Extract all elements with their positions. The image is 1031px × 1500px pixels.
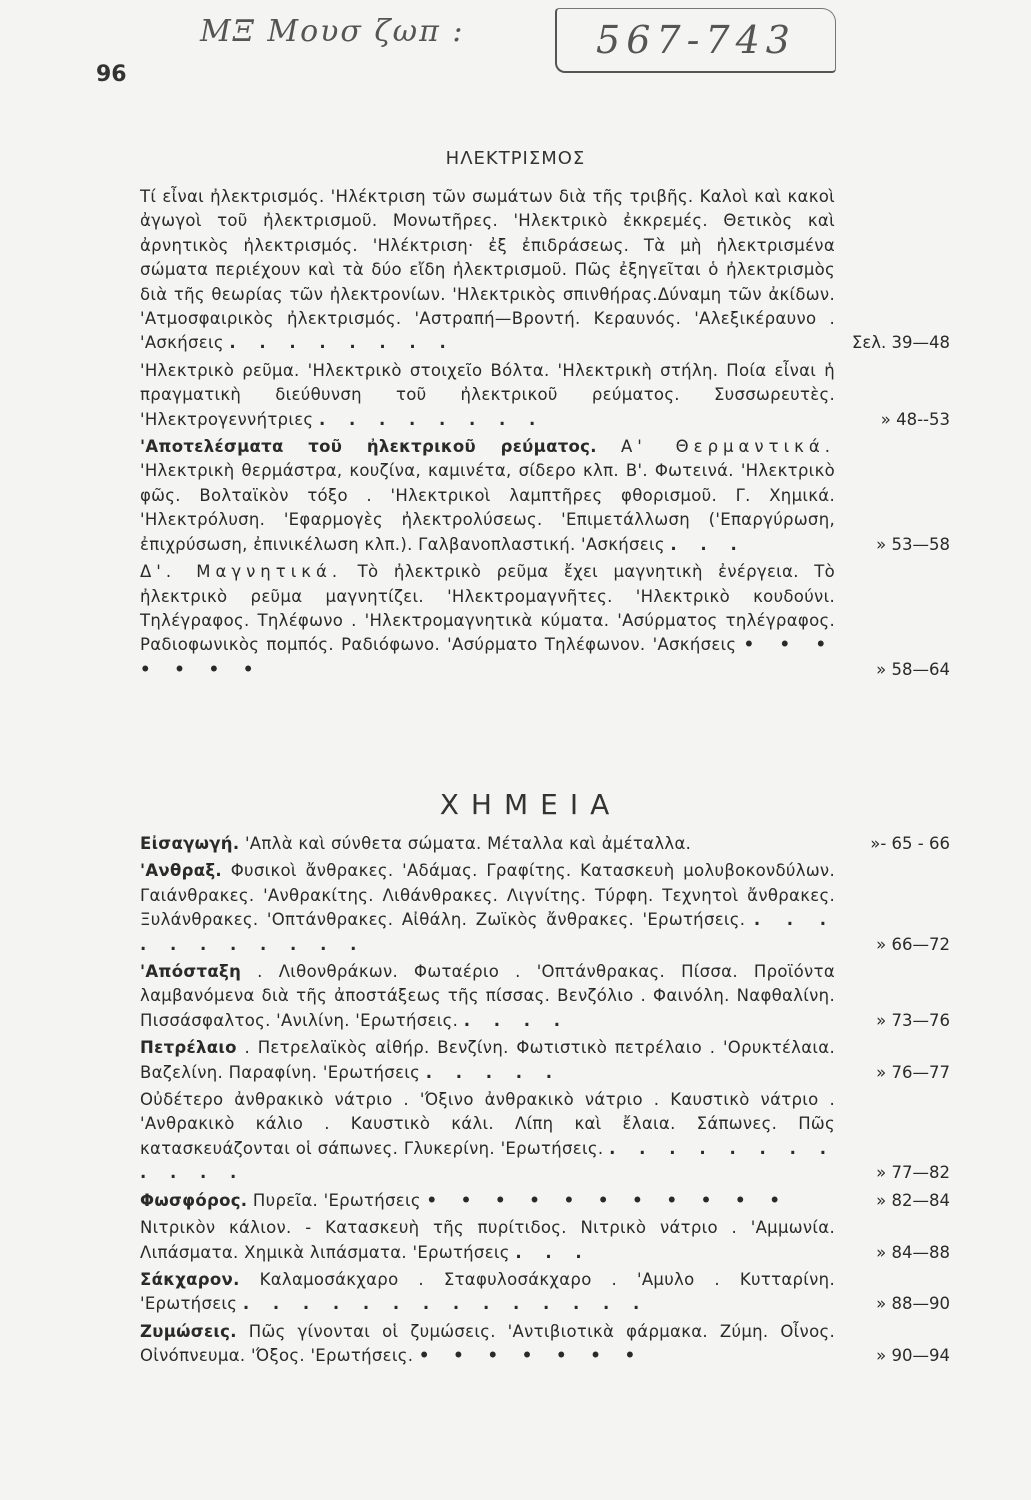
entry-text: Ζυμώσεις. Πῶς γίνονται οἱ ζυμώσεις. 'Αντιβιοτικὰ φάρμακα. Ζύμη. Οἶνος. Οἰνόπνευμα. 'Όξος. 'Ερωτήσεις. • • • • • • • [140, 1321, 835, 1366]
electricity-contents [140, 185, 950, 685]
entry-heading: 'Αποτελέσματα τοῦ ἠλεκτρικοῦ ρεύματος. [140, 437, 597, 457]
toc-entry [140, 832, 950, 856]
toc-entry [140, 1268, 950, 1317]
toc-entry [140, 859, 950, 957]
entry-text: Πετρέλαιο . Πετρελαϊκὸς αἰθήρ. Βενζίνη. Φωτιστικὸ πετρέλαιο . 'Ορυκτέλαια. Βαζελίνη. Παραφίνη. 'Ερωτήσεις . . . . . [140, 1038, 836, 1082]
dot-leader: . . . . . [425, 1062, 562, 1082]
toc-entry [140, 1088, 950, 1186]
section-title-electricity: ΗΛΕΚΤΡΙΣΜΟΣ [445, 148, 586, 169]
dot-leader: . . . [515, 1242, 591, 1262]
page-number: 96 [96, 62, 127, 87]
dot-leader: . . . . . . . . [229, 333, 455, 353]
page-range: » 84—88 [876, 1242, 950, 1262]
page-range: » 90—94 [876, 1346, 950, 1366]
entry-heading: Φωσφόρος. [140, 1190, 248, 1210]
reference-number-box: 567-743 [555, 8, 836, 73]
entry-text: Εἰσαγωγή. 'Απλὰ καὶ σύνθετα σώματα. Μέταλλα καὶ ἀμέταλλα. [140, 834, 692, 853]
entry-text: Σάκχαρον. Καλαμοσάκχαρο . Σταφυλοσάκχαρο . 'Αμυλο . Κυτταρίνη. 'Ερωτήσεις . . . . . . . . . . . . . . [140, 1269, 835, 1314]
dot-leader: . . . [670, 534, 746, 554]
page-range: Σελ. 39—48 [851, 333, 950, 353]
toc-entry [140, 1320, 950, 1369]
dot-leader: . . . . . . . . [318, 409, 545, 429]
toc-entry [140, 560, 950, 682]
toc-entry [140, 185, 950, 356]
entry-text: Οὐδέτερο ἀνθρακικὸ νάτριο . 'Όξινο ἀνθρακικὸ νάτριο . Καυστικὸ νάτριο . 'Ανθρακικὸ κάλιο . Καυστικὸ κάλι. Λίπη καὶ ἔλαια. Σάπωνες. Πῶς κατασκευάζονται οἱ σάπωνες. Γλυκερίνη. 'Ερωτήσεις. . . . . . . . . . . . . [140, 1090, 836, 1183]
entry-text: 'Ηλεκτρικὸ ρεῦμα. 'Ηλεκτρικὸ στοιχεῖο Βόλτα. 'Ηλεκτρικὴ στήλη. Ποία εἶναι ἡ πραγματικὴ διεύθυνση τοῦ ἠλεκτρικοῦ ρεύματος. Συσσωρευτὲς. 'Ηλεκτρογεννήτριες . . . . . . . . [140, 360, 835, 429]
entry-heading: Σάκχαρον. [140, 1269, 240, 1289]
entry-heading: Πετρέλαιο [140, 1038, 237, 1058]
dot-leader: . . . . . . . . . . . [140, 910, 835, 954]
dot-leader: • • • • • • • • • • • [426, 1190, 789, 1210]
page-range: » 73—76 [876, 1010, 950, 1030]
dot-leader: . . . . . . . . . . . . [140, 1138, 836, 1183]
dot-leader: . . . . [463, 1010, 569, 1030]
page-range: » 66—72 [876, 934, 950, 954]
entry-heading: 'Απόσταξη [140, 962, 242, 982]
page-range: » 53—58 [876, 534, 950, 554]
entry-text: Τί εἶναι ἠλεκτρισμός. 'Ηλέκτριση τῶν σωμάτων διὰ τῆς τριβῆς. Καλοὶ καὶ κακοὶ ἀγωγοὶ τοῦ ἠλεκτρισμοῦ. Μονωτῆρες. 'Ηλεκτρικὸ ἐκκρεμές. Θετικὸς καὶ ἀρνητικὸς ἠλεκτρισμός. 'Ηλέκτριση· ἐξ ἐπιδράσεως. Τὰ μὴ ἠλεκτρισμένα σώματα περιέχουν καὶ τὰ δύο εἴδη ἠλεκτρισμοῦ. Πῶς ἐξηγεῖται ὁ ἠλεκτρισμὸς διὰ τῆς θεωρίας τῶν ἠλεκτρονίων. 'Ηλεκτρικὸς σπινθήρας.Δύναμη τῶν ἀκίδων. 'Ατμοσφαιρικὸς ἠλεκτρισμός. 'Αστραπή—Βροντή. Κεραυνός. 'Αλεξικέραυνο . 'Ασκήσεις . . . . . . . . [140, 187, 835, 353]
entry-heading: Ζυμώσεις. [140, 1321, 237, 1341]
toc-entry [140, 435, 950, 557]
handwritten-note: ΜΞ Μουσ ζωπ : [200, 14, 465, 49]
toc-entry [140, 960, 950, 1033]
toc-entry [140, 359, 950, 432]
section-title-chemistry: ΧΗΜΕΙΑ [439, 788, 622, 821]
page-range: » 88—90 [876, 1294, 950, 1314]
dot-leader: . . . . . . . . . . . . . . [242, 1294, 649, 1314]
entry-text: Νιτρικὸν κάλιον. - Κατασκευὴ τῆς πυρίτιδος. Νιτρικὸ νάτριο . 'Αμμωνία. Λιπάσματα. Χημικὰ λιπάσματα. 'Ερωτήσεις . . . [140, 1218, 835, 1262]
dot-leader: • • • • • • • [140, 635, 835, 679]
dot-leader: • • • • • • • [418, 1346, 645, 1366]
entry-subheading: Α' Θερμαντικά. [621, 437, 836, 457]
entry-text: Φωσφόρος. Πυρεῖα. 'Ερωτήσεις • • • • • • • • • • • [140, 1190, 789, 1210]
entry-text: 'Απόσταξη . Λιθονθράκων. Φωταέριο . 'Οπτάνθρακας. Πίσσα. Προϊόντα λαμβανόμενα διὰ τῆς ἀποστάξεως τῆς πίσσας. Βενζόλιο . Φαινόλη. Ναφθαλίνη. Πισσάσφαλτος. 'Ανιλίνη. 'Ερωτήσεις. . . . . [140, 962, 835, 1030]
toc-entry [140, 1036, 950, 1085]
entry-heading: 'Ανθραξ. [140, 861, 222, 881]
entry-heading: Εἰσαγωγή. [140, 834, 240, 853]
page-range: » 48--53 [880, 409, 950, 429]
entry-text: 'Ανθραξ. Φυσικοὶ ἄνθρακες. 'Αδάμας. Γραφίτης. Κατασκευὴ μολυβοκονδύλων. Γαιάνθρακες. 'Ανθρακίτης. Λιθάνθρακες. Λιγνίτης. Τύρφη. Τεχνητοὶ ἄνθρακες. Ξυλάνθρακες. 'Οπτάνθρακες. Αἰθάλη. Ζωϊκὸς ἄνθρακες. 'Ερωτήσεις. . . . . . . . . . . . [140, 861, 835, 954]
page-range: »- 65 - 66 [870, 834, 950, 853]
entry-text: Δ'. Μαγνητικά. Τὸ ἠλεκτρικὸ ρεῦμα ἔχει μαγνητικὴ ἐνέργεια. Τὸ ἠλεκτρικὸ ρεῦμα μαγνητίζει. 'Ηλεκτρομαγνῆτες. 'Ηλεκτρικὸ κουδούνι. Τηλέγραφος. Τηλέφωνο . 'Ηλεκτρομαγνητικὰ κύματα. 'Ασύρματος τηλέγραφος. Ραδιοφωνικὸς πομπός. Ραδιόφωνο. 'Ασύρματο Τηλέφωνον. 'Ασκήσεις • • • • • • • [140, 562, 835, 679]
chemistry-contents [140, 832, 950, 1372]
entry-text: 'Αποτελέσματα τοῦ ἠλεκτρικοῦ ρεύματος. Α' Θερμαντικά. 'Ηλεκτρικὴ θερμάστρα, κουζίνα, καμινέτα, σίδερο κλπ. Β'. Φωτεινά. 'Ηλεκτρικὸ φῶς. Βολταϊκὸν τόξο . 'Ηλεκτρικοὶ λαμπτῆρες φθορισμοῦ. Γ. Χημικά. 'Ηλεκτρόλυση. 'Εφαρμογὲς ἠλεκτρολύσεως. 'Επιμετάλλωση ('Επαργύρωση, ἐπιχρύσωση, ἐπινικέλωση κλπ.). Γαλβανοπλαστική. 'Ασκήσεις . . . [140, 437, 836, 554]
page-range: » 76—77 [876, 1062, 950, 1082]
toc-entry [140, 1216, 950, 1265]
page-range: » 58—64 [876, 659, 950, 679]
page-range: » 77—82 [876, 1163, 950, 1183]
page-range: » 82—84 [876, 1190, 950, 1210]
entry-subheading: Δ'. Μαγνητικά. [140, 562, 343, 582]
toc-entry [140, 1189, 950, 1213]
